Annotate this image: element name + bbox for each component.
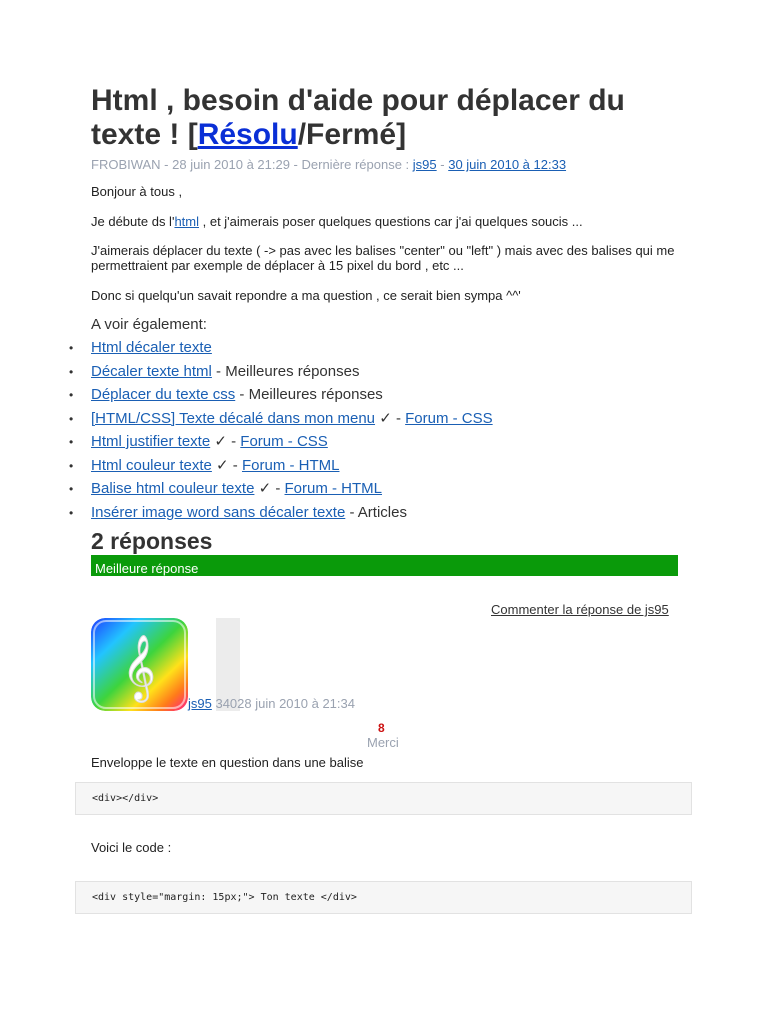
best-answer-label: Meilleure réponse	[95, 561, 199, 576]
html-keyword-link[interactable]: html	[174, 214, 199, 229]
related-link[interactable]: Déplacer du texte css	[91, 386, 236, 403]
related-link-suffix: - Meilleures réponses	[211, 362, 360, 380]
p2-text-after: , et j'aimerais poser quelques questions car j'ai quelques soucis ...	[199, 214, 583, 229]
best-answer-banner	[91, 555, 678, 576]
status-link-resolu[interactable]: Résolu	[197, 118, 298, 151]
see-also-heading: A voir également:	[91, 316, 207, 333]
title-text: Html , besoin d'aide pour déplacer du texte ! [	[91, 84, 625, 151]
related-link-suffix: - Meilleures réponses	[235, 386, 383, 403]
related-link-item	[69, 432, 709, 456]
list-bullet: •	[69, 364, 74, 379]
related-link[interactable]: Insérer image word sans décaler texte	[91, 503, 346, 521]
list-bullet: •	[69, 341, 74, 355]
forum-category-link[interactable]: Forum - HTML	[284, 480, 383, 497]
last-reply-date-link[interactable]: 30 juin 2010 à 12:33	[448, 157, 567, 172]
related-link-item	[69, 479, 709, 503]
related-link-item	[69, 362, 709, 386]
list-bullet: •	[69, 411, 74, 426]
meta-separator: -	[436, 157, 449, 172]
answer-text-1: Enveloppe le texte en question dans une balise	[91, 755, 364, 770]
related-link[interactable]: Html couleur texte	[91, 456, 212, 474]
code-block-2: <div style="margin: 15px;"> Ton texte </div>	[75, 881, 692, 914]
resolved-check-icon: ✓	[375, 409, 392, 427]
forum-category-link[interactable]: Forum - HTML	[241, 456, 340, 474]
related-links-list	[69, 338, 709, 526]
related-link-suffix: - Articles	[345, 503, 407, 521]
question-paragraph-3: J'aimerais déplacer du texte ( -> pas avec les balises "center" ou "left" ) mais avec des balises qui me permettraient par exemple de déplacer à 15 pixel du bord , etc ...	[91, 243, 675, 273]
related-link-item	[69, 409, 709, 433]
answer-author-link[interactable]: js95	[188, 696, 212, 711]
question-author-date: FROBIWAN - 28 juin 2010 à 21:29 - Dernière réponse :	[91, 157, 413, 172]
last-author-link[interactable]: js95	[412, 157, 437, 172]
related-link[interactable]: Décaler texte html	[91, 362, 212, 380]
related-link[interactable]: [HTML/CSS] Texte décalé dans mon menu	[91, 409, 376, 427]
question-meta	[91, 157, 566, 172]
svg-text:𝄞: 𝄞	[122, 635, 156, 700]
answer-meta	[188, 696, 355, 711]
list-bullet: •	[69, 388, 74, 402]
related-link-item	[69, 338, 709, 362]
answers-heading: 2 réponses	[91, 528, 213, 554]
p2-text-before: Je débute ds l'	[91, 214, 175, 229]
list-bullet: •	[69, 458, 74, 473]
forum-category-link[interactable]: Forum - CSS	[240, 433, 328, 450]
resolved-check-icon: ✓	[254, 480, 272, 497]
avatar-image	[91, 618, 188, 711]
list-bullet: •	[69, 482, 74, 496]
page-title	[91, 84, 691, 152]
title-suffix: /Fermé]	[297, 118, 407, 151]
related-link-dash: -	[271, 480, 285, 497]
code-block-1: <div></div>	[75, 782, 692, 815]
answer-text-2: Voici le code :	[91, 840, 172, 855]
related-link[interactable]: Html justifier texte	[91, 433, 211, 450]
related-link-item	[69, 456, 709, 480]
list-bullet: •	[69, 435, 74, 449]
thanks-count: 8	[378, 721, 385, 735]
related-link-item	[69, 503, 709, 527]
related-link-item	[69, 385, 709, 409]
treble-clef-icon[interactable]	[91, 618, 188, 711]
comment-answer-link[interactable]: Commenter la réponse de js95	[491, 602, 669, 617]
related-link-dash: -	[391, 409, 406, 427]
resolved-check-icon: ✓	[210, 433, 227, 450]
answer-score-date: 34028 juin 2010 à 21:34	[211, 696, 355, 711]
question-paragraph-4: Donc si quelqu'un savait repondre a ma question , ce serait bien sympa ^^'	[91, 288, 521, 303]
question-paragraph-2	[91, 214, 681, 229]
related-link-dash: -	[226, 433, 241, 450]
list-bullet: •	[69, 505, 74, 520]
question-greeting: Bonjour à tous ,	[91, 184, 183, 199]
resolved-check-icon: ✓	[211, 456, 229, 474]
related-link-dash: -	[228, 456, 242, 474]
related-link[interactable]: Balise html couleur texte	[91, 480, 255, 497]
related-link[interactable]: Html décaler texte	[91, 339, 212, 356]
forum-category-link[interactable]: Forum - CSS	[405, 409, 493, 427]
thanks-button[interactable]: Merci	[367, 735, 399, 750]
